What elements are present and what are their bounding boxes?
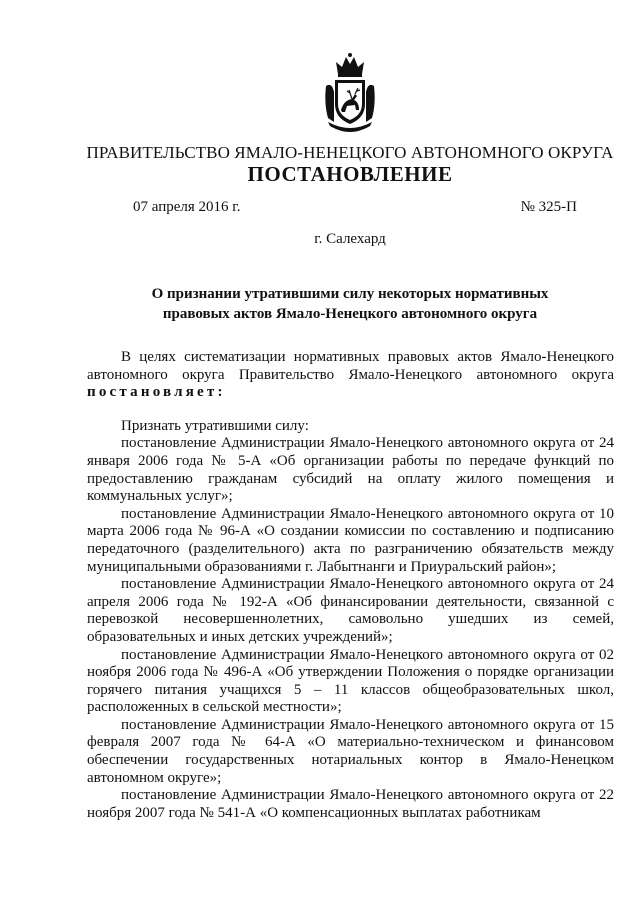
list-item: постановление Администрации Ямало-Ненецкого автономного округа от 10 марта 2006 года № 96-А «О создании комиссии по составлению и подписанию передаточного (разделительного) акта по разграничению обязательств между муниципальными образованиями г. Лабытнанги и Приуральский район»;: [87, 505, 614, 575]
document-city: г. Салехард: [314, 231, 386, 247]
list-item: постановление Администрации Ямало-Ненецкого автономного округа от 02 ноября 2006 года № 496-А «Об утверждении Положения о порядке организации горячего питания учащихся 5 – 11 классов общеобразовательных школ, расположенных в сельской местности»;: [87, 646, 614, 716]
resolves-word: постановляет:: [87, 384, 226, 401]
title-line-2: правовых актов Ямало-Ненецкого автономного округа: [162, 306, 538, 322]
government-name: ПРАВИТЕЛЬСТВО ЯМАЛО-НЕНЕЦКОГО АВТОНОМНОГО ОКРУГА: [86, 143, 614, 162]
coat-of-arms-icon: [322, 52, 378, 138]
title-line-1: О признании утратившими силу некоторых нормативных: [151, 286, 549, 302]
document-title: [100, 284, 600, 324]
preamble-paragraph: [87, 349, 614, 402]
document-date: 07 апреля 2016 г.: [133, 199, 241, 215]
document-number: № 325-П: [520, 199, 577, 215]
list-item: постановление Администрации Ямало-Ненецкого автономного округа от 15 февраля 2007 года № 64-А «О материально-техническом и финансовом обеспечении государственных нотариальных контор в Ямало-Ненецком автономном округе»;: [87, 716, 614, 786]
document-type: ПОСТАНОВЛЕНИЕ: [247, 162, 453, 186]
list-item: постановление Администрации Ямало-Ненецкого автономного округа от 24 апреля 2006 года № 192-А «Об финансировании деятельности, связанной с перевозкой несовершеннолетних, самовольно ушедших из семей, образовательных и иных детских учреждений»;: [87, 576, 614, 645]
intro-paragraph: Признать утратившими силу:: [121, 417, 309, 434]
list-item: постановление Администрации Ямало-Ненецкого автономного округа от 24 января 2006 года № 5-А «Об организации работы по передаче функций по предоставлению гражданам субсидий на оплату жилого помещения и коммунальных услуг»;: [87, 435, 614, 505]
preamble-text: В целях систематизации нормативных правовых актов Ямало-Ненецкого автономного округа Правительство Ямало-Ненецкого автономного округа: [87, 349, 614, 383]
list-item: постановление Администрации Ямало-Ненецкого автономного округа от 22 ноября 2007 года № 541-А «О компенсационных выплатах работникам: [87, 787, 614, 821]
document-body: [87, 349, 614, 822]
